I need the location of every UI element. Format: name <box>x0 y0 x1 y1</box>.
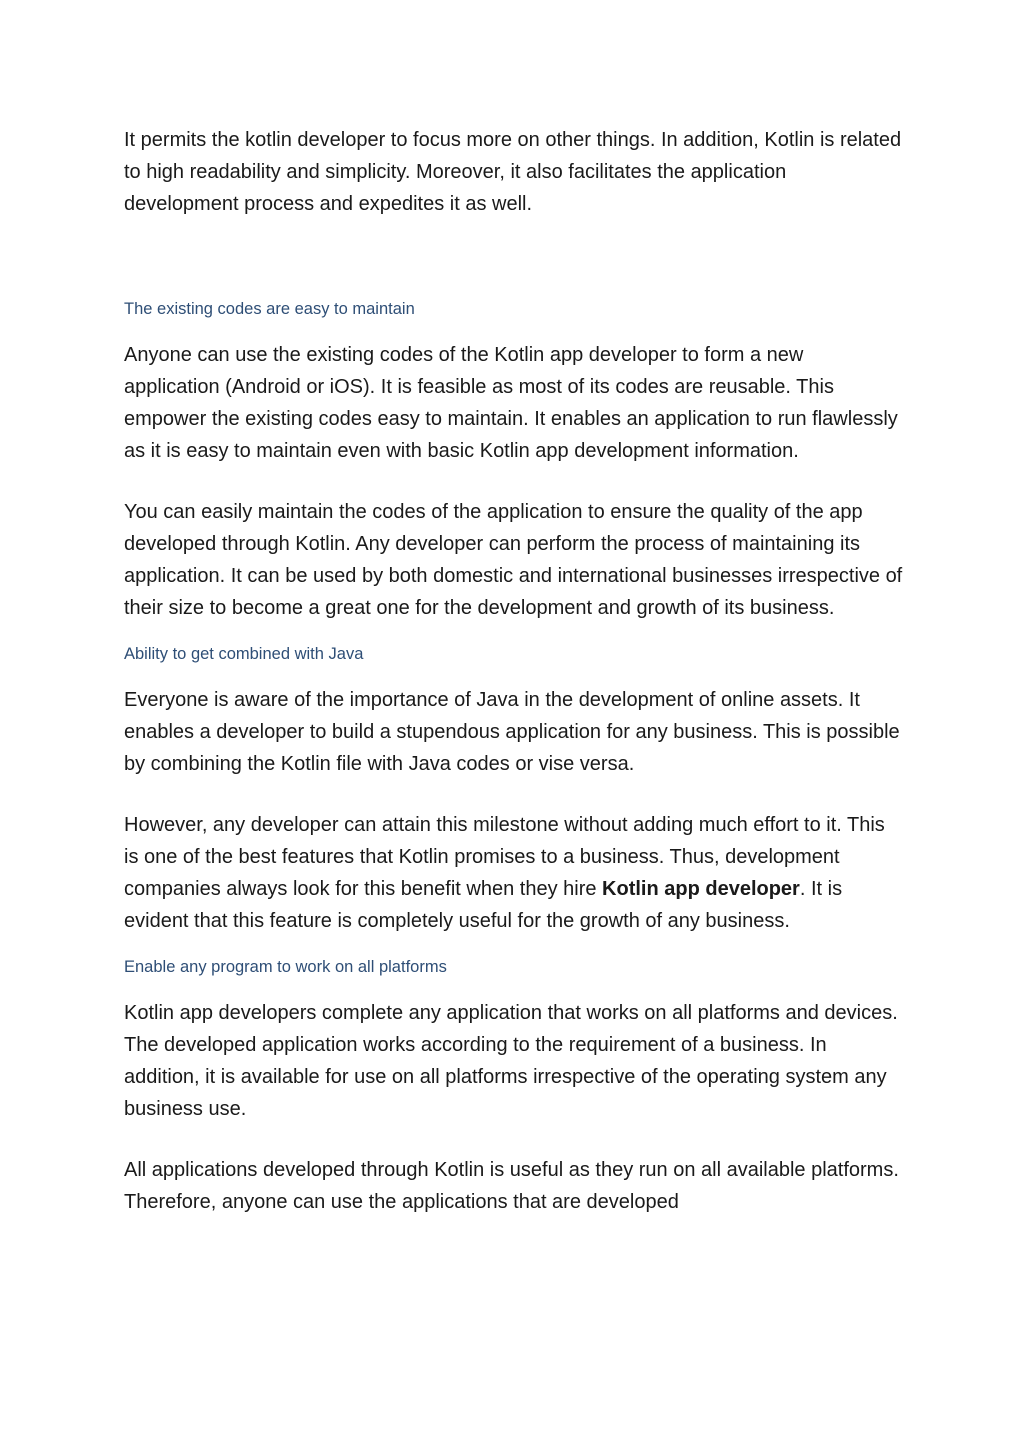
paragraph-existing-codes: Anyone can use the existing codes of the Kotlin app developer to form a new application (Android or iOS). It is feasible as most of its codes are reusable. This empower the existing codes easy to maintain. It enables an application to run flawlessly as it is easy to maintain even with basic Kotlin app development information. <box>124 344 898 462</box>
heading-all-platforms: Enable any program to work on all platforms <box>124 958 447 976</box>
heading-combined-java: Ability to get combined with Java <box>124 645 364 663</box>
heading-existing-codes: The existing codes are easy to maintain <box>124 300 415 318</box>
paragraph-milestone <box>124 809 904 937</box>
paragraph-milestone-text-end: . It is evident that this feature is completely useful for the growth of any business. <box>124 878 843 932</box>
document-page <box>124 124 904 1218</box>
paragraph-platforms: Kotlin app developers complete any application that works on all platforms and devices. The developed application works according to the requirement of a business. In addition, it is available for use on all platforms irrespective of the operating system any business use. <box>124 1002 898 1120</box>
paragraph-all-applications: All applications developed through Kotlin is useful as they run on all available platforms. Therefore, anyone can use the applications that are developed <box>124 1159 899 1213</box>
paragraph-java-importance: Everyone is aware of the importance of Java in the development of online assets. It enables a developer to build a stupendous application for any business. This is possible by combining the Kotlin file with Java codes or vise versa. <box>124 689 900 775</box>
bold-kotlin-app-developer: Kotlin app developer <box>602 878 800 900</box>
paragraph-milestone-text-start: However, any developer can attain this milestone without adding much effort to it. This is one of the best features that Kotlin promises to a business. Thus, development companies always look for this benefit when they hire <box>124 814 885 900</box>
paragraph-maintain-codes: You can easily maintain the codes of the application to ensure the quality of the app developed through Kotlin. Any developer can perform the process of maintaining its application. It can be used by both domestic and international businesses irrespective of their size to become a great one for the development and growth of its business. <box>124 501 903 619</box>
paragraph-intro: It permits the kotlin developer to focus more on other things. In addition, Kotlin is related to high readability and simplicity. Moreover, it also facilitates the application development process and expedites it as well. <box>124 129 902 215</box>
